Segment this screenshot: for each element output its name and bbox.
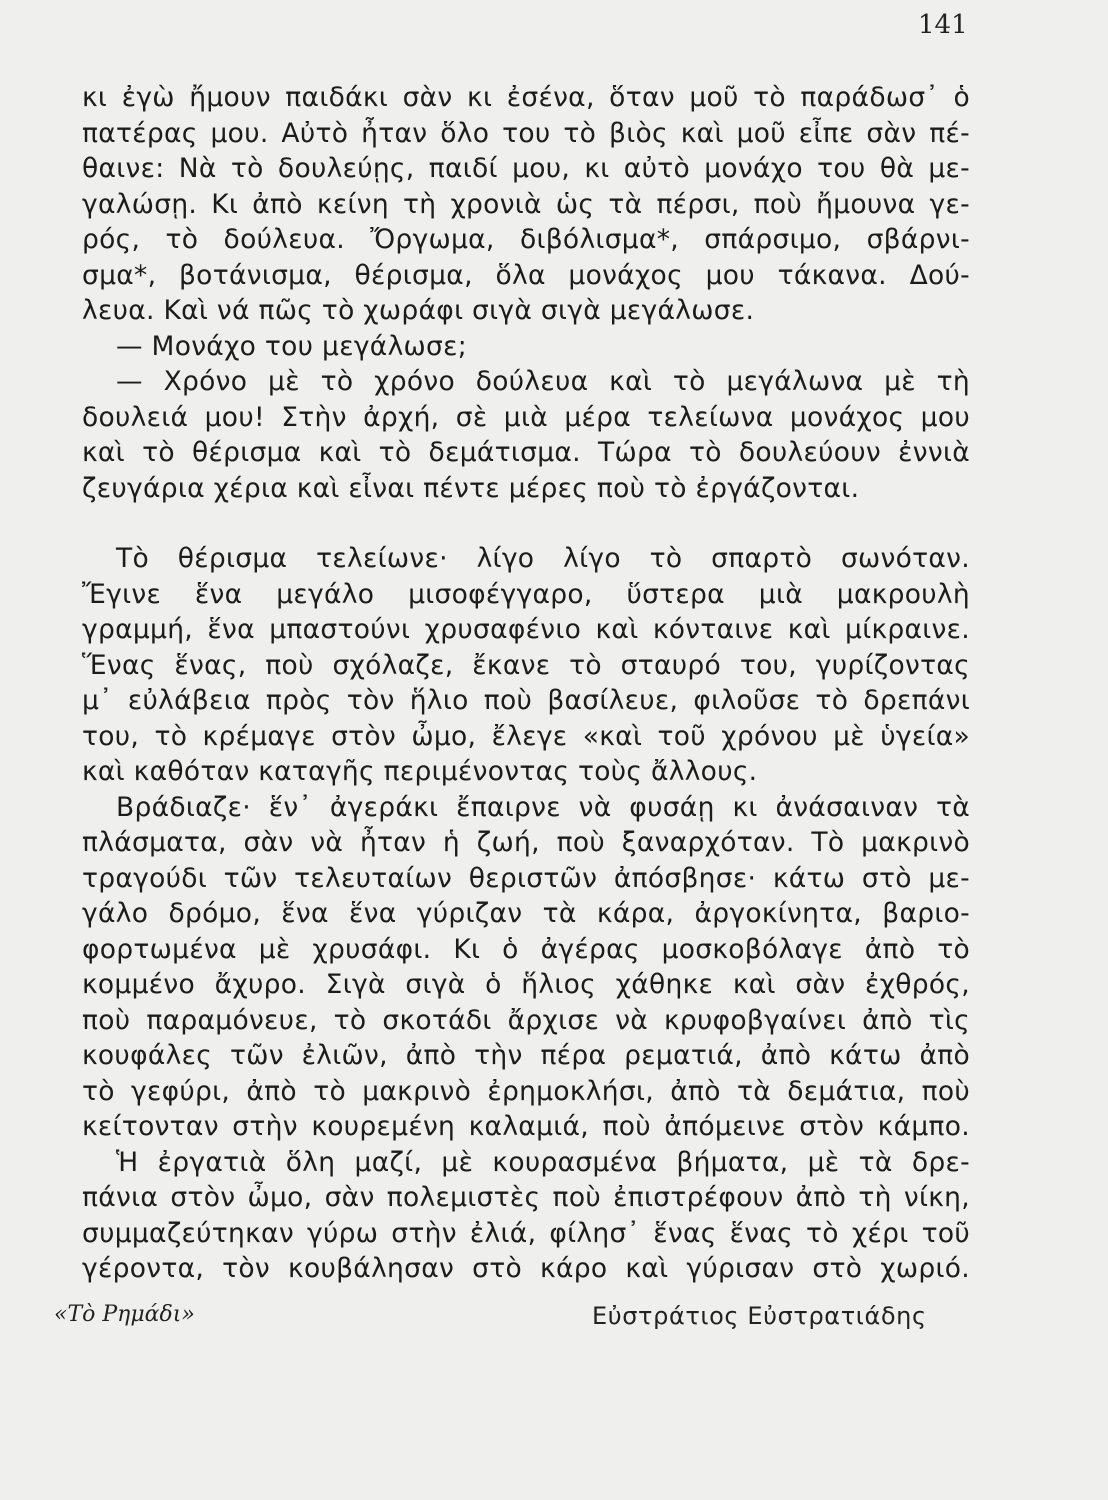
- text-line: δουλειά μου! Στὴν ἀρχή, σὲ μιὰ μέρα τελείωνα μονάχος μου: [82, 401, 970, 433]
- text-line: κουφάλες τῶν ἐλιῶν, ἀπὸ τὴν πέρα ρεματιά, ἀπὸ κάτω ἀπὸ: [82, 1040, 970, 1071]
- text-line: Βράδιαζε· ἕν᾽ ἀγεράκι ἔπαιρνε νὰ φυσάῃ κι ἀνάσαιναν τὰ: [116, 791, 970, 823]
- text-line: φορτωμένα μὲ χρυσάφι. Κι ὁ ἀγέρας μοσκοβόλαγε ἀπὸ τὸ: [82, 933, 970, 965]
- paragraph-3: [82, 364, 970, 506]
- text-line: πλάσματα, σὰν νὰ ἦταν ἡ ζωή, ποὺ ξαναρχόταν. Τὸ μακρινὸ: [82, 827, 970, 858]
- text-line: τὸ γεφύρι, ἀπὸ τὸ μακρινὸ ἐρημοκλήσι, ἀπὸ τὰ δεμάτια, ποὺ: [82, 1075, 970, 1107]
- text-line: κείτονταν στὴν κουρεμένη καλαμιά, ποὺ ἀπόμεινε στὸν κάμπο.: [82, 1111, 970, 1142]
- text-line: καὶ καθόταν καταγῆς περιμένοντας τοὺς ἄλλους.: [82, 756, 758, 787]
- text-line: γέροντα, τὸν κουβάλησαν στὸ κάρο καὶ γύρισαν στὸ χωριό.: [82, 1253, 970, 1284]
- paragraph-5: [82, 790, 970, 1145]
- text-line: συμμαζεύτηκαν γύρω στὴν ἐλιά, φίλησ᾽ ἕνας ἕνας τὸ χέρι τοῦ: [82, 1217, 970, 1249]
- paragraph-4: [82, 541, 970, 790]
- text-line: λευα. Καὶ νά πῶς τὸ χωράφι σιγὰ σιγὰ μεγάλωσε.: [82, 295, 755, 326]
- text-line: πάνια στὸν ὦμο, σὰν πολεμιστὲς ποὺ ἐπιστρέφουν ἀπὸ τὴ νίκη,: [82, 1182, 970, 1213]
- text-line: κομμένο ἄχυρο. Σιγὰ σιγὰ ὁ ἥλιος χάθηκε καὶ σὰν ἐχθρός,: [82, 969, 970, 1000]
- text-line: θαινε: Νὰ τὸ δουλεύῃς, παιδί μου, κι αὐτὸ μονάχο του θὰ με-: [82, 153, 970, 184]
- paragraph-2: [82, 329, 970, 365]
- paragraph-6: [82, 1145, 970, 1287]
- source-title: «Τὸ Ρημάδι»: [54, 1302, 195, 1327]
- text-line: του, τὸ κρέμαγε στὸν ὦμο, ἔλεγε «καὶ τοῦ χρόνου μὲ ὑγεία»: [82, 720, 970, 752]
- text-line: Ἡ ἐργατιὰ ὅλη μαζί, μὲ κουρασμένα βήματα, μὲ τὰ δρε-: [116, 1146, 970, 1178]
- text-line: πατέρας μου. Αὐτὸ ἦταν ὅλο του τὸ βιὸς καὶ μοῦ εἶπε σὰν πέ-: [82, 117, 970, 149]
- body-text: [82, 80, 970, 1287]
- text-line: σμα*, βοτάνισμα, θέρισμα, ὅλα μονάχος μου τάκανα. Δού-: [82, 259, 970, 291]
- text-line: μ᾽ εὐλάβεια πρὸς τὸν ἥλιο ποὺ βασίλευε, φιλοῦσε τὸ δρεπάνι: [82, 685, 970, 716]
- text-line: Τὸ θέρισμα τελείωνε· λίγο λίγο τὸ σπαρτὸ σωνόταν.: [116, 543, 970, 574]
- text-line: γραμμή, ἕνα μπαστούνι χρυσαφένιο καὶ κόνταινε καὶ μίκραινε.: [82, 614, 970, 645]
- text-line: ζευγάρια χέρια καὶ εἶναι πέντε μέρες ποὺ τὸ ἐργάζονται.: [82, 472, 860, 504]
- paragraph-gap: [82, 506, 970, 541]
- text-line: ποὺ παραμόνευε, τὸ σκοτάδι ἄρχισε νὰ κρυφοβγαίνει ἀπὸ τὶς: [82, 1004, 970, 1036]
- author-name: Εὐστράτιος Εὐστρατιάδης: [592, 1302, 927, 1330]
- page-number: 141: [918, 10, 968, 40]
- text-line: ρός, τὸ δούλευα. Ὄργωμα, διβόλισμα*, σπάρσιμο, σβάρνι-: [82, 224, 970, 255]
- text-line: γάλο δρόμο, ἕνα ἕνα γύριζαν τὰ κάρα, ἀργοκίνητα, βαριο-: [82, 898, 970, 929]
- text-line: Ἕνας ἕνας, ποὺ σχόλαζε, ἔκανε τὸ σταυρό του, γυρίζοντας: [82, 649, 970, 681]
- page-footer: [0, 1302, 1108, 1342]
- text-line: — Χρόνο μὲ τὸ χρόνο δούλευα καὶ τὸ μεγάλωνα μὲ τὴ: [116, 366, 970, 397]
- text-line: τραγούδι τῶν τελευταίων θεριστῶν ἀπόσβησε· κάτω στὸ με-: [82, 862, 970, 894]
- text-line: κι ἐγὼ ἤμουν παιδάκι σὰν κι ἐσένα, ὅταν μοῦ τὸ παράδωσ᾽ ὁ: [82, 82, 970, 113]
- text-line: — Μονάχο του μεγάλωσε;: [116, 330, 467, 362]
- text-line: καὶ τὸ θέρισμα καὶ τὸ δεμάτισμα. Τώρα τὸ δουλεύουν ἐννιὰ: [82, 437, 970, 468]
- text-line: Ἔγινε ἕνα μεγάλο μισοφέγγαρο, ὕστερα μιὰ μακρουλὴ: [82, 578, 970, 610]
- text-line: γαλώσῃ. Κι ἀπὸ κείνη τὴ χρονιὰ ὡς τὰ πέρσι, ποὺ ἤμουνα γε-: [82, 188, 970, 220]
- paragraph-1: [82, 80, 970, 329]
